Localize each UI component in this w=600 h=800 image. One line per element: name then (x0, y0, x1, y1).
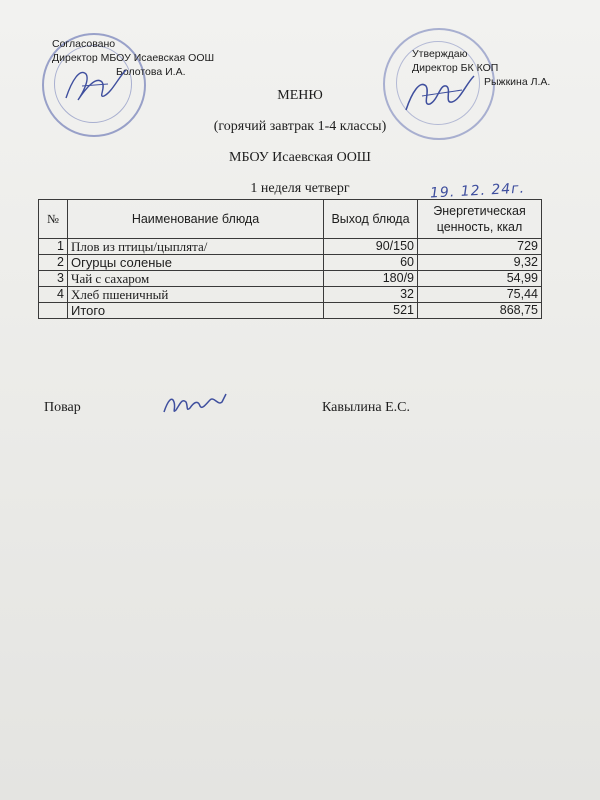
column-header-number: № (39, 200, 68, 239)
dish-energy: 729 (418, 239, 542, 255)
table-row (39, 271, 542, 287)
week-day-label: 1 неделя четверг (250, 181, 350, 196)
table-total-row (39, 303, 542, 319)
dish-energy: 54,99 (418, 271, 542, 287)
table-row (39, 287, 542, 303)
total-yield: 521 (324, 303, 418, 319)
total-number-empty (39, 303, 68, 319)
row-number: 4 (39, 287, 68, 303)
dish-energy: 75,44 (418, 287, 542, 303)
approval-left-name: Болотова И.А. (116, 66, 186, 78)
dish-name: Хлеб пшеничный (68, 287, 324, 303)
approval-right-position: Директор БК КОП (412, 62, 499, 74)
total-label: Итого (68, 303, 324, 319)
row-number: 2 (39, 255, 68, 271)
dish-yield: 90/150 (324, 239, 418, 255)
dish-yield: 32 (324, 287, 418, 303)
menu-subtitle: (горячий завтрак 1-4 классы) (213, 119, 387, 134)
dish-name: Чай с сахаром (68, 271, 324, 287)
row-number: 3 (39, 271, 68, 287)
dish-energy: 9,32 (418, 255, 542, 271)
cook-signature (160, 388, 230, 420)
dish-name: Огурцы соленые (68, 255, 324, 271)
handwritten-date: 19. 12. 24г. (429, 180, 526, 202)
dish-name: Плов из птицы/цыплята/ (68, 239, 324, 255)
menu-table (38, 199, 542, 319)
table-header-row (39, 200, 542, 239)
cook-role: Повар (44, 400, 81, 415)
row-number: 1 (39, 239, 68, 255)
table-row (39, 255, 542, 271)
column-header-energy: Энергетическая ценность, ккал (418, 200, 542, 239)
column-header-yield: Выход блюда (324, 200, 418, 239)
approval-left-position: Директор МБОУ Исаевская ООШ (52, 52, 215, 64)
dish-yield: 180/9 (324, 271, 418, 287)
school-name: МБОУ Исаевская ООШ (229, 150, 371, 165)
approval-right-label: Утверждаю (412, 48, 468, 60)
cook-name: Кавылина Е.С. (322, 400, 410, 415)
page-title: МЕНЮ (277, 88, 323, 103)
dish-yield: 60 (324, 255, 418, 271)
approval-left-label: Согласовано (52, 38, 116, 50)
approval-right-name: Рыжкина Л.А. (484, 76, 551, 88)
column-header-dish: Наименование блюда (68, 200, 324, 239)
total-energy: 868,75 (418, 303, 542, 319)
table-row (39, 239, 542, 255)
